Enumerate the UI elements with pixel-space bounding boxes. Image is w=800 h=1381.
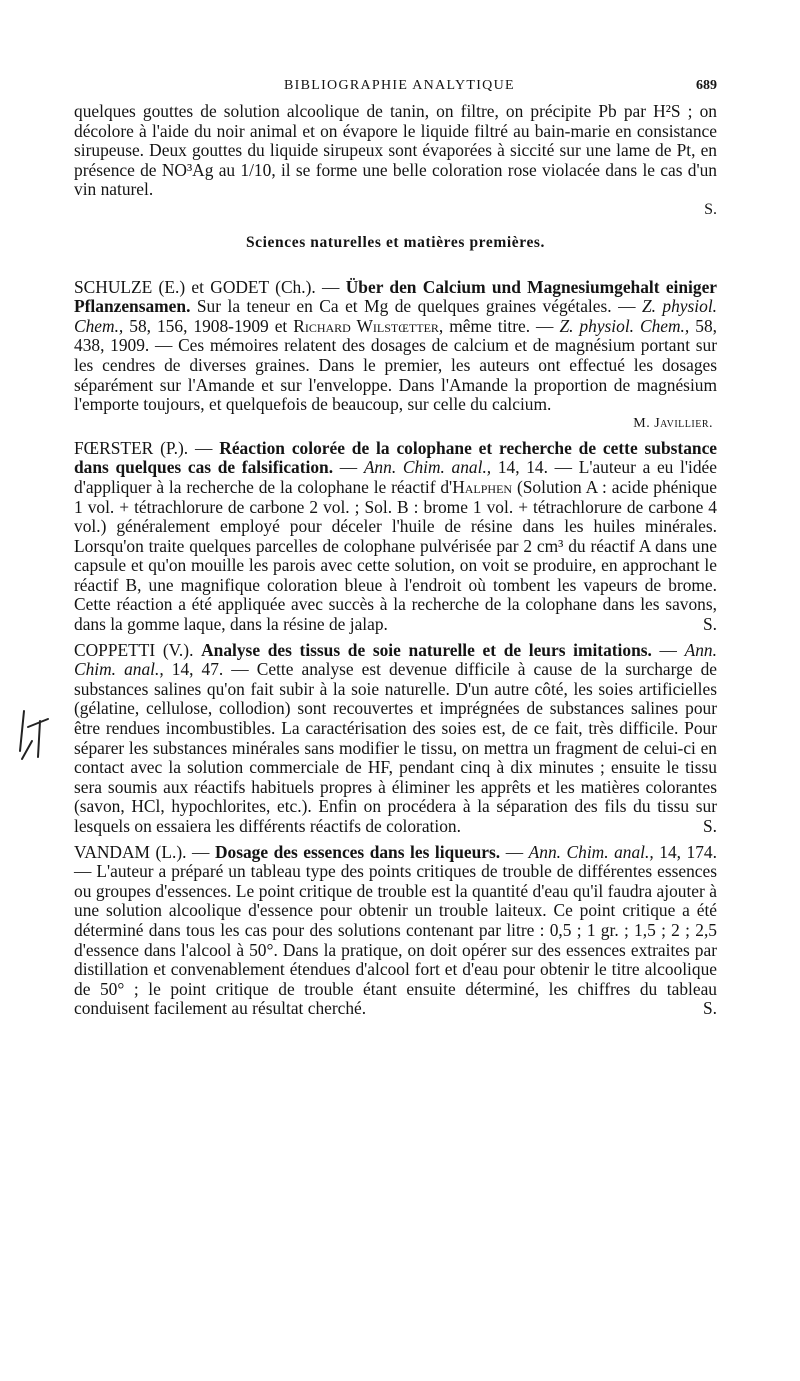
intro-signature: S.: [704, 200, 717, 218]
entry-signature: S.: [702, 816, 717, 836]
entry-author: VANDAM (L.). —: [74, 841, 210, 862]
entry-signature: M. Javillier.: [633, 415, 713, 431]
entry-title: Réaction colorée de la colophane et recherche de cette substance dans quelques cas de falsification.: [74, 437, 718, 478]
entry-coppetti: [74, 641, 717, 837]
entry-title: Dosage des essences dans les liqueurs.: [214, 841, 501, 862]
coauthor-name: Richard Wilstœtter,: [293, 315, 444, 336]
running-header: [74, 78, 717, 102]
entry-body: —: [505, 841, 524, 862]
intro-paragraph: [74, 102, 717, 200]
section-title: Sciences naturelles et matières premières.: [245, 233, 546, 251]
entry-body: 14, 174. — L'auteur a préparé un tableau type des points critiques de trouble de différentes essences ou groupes d'essences. Le point critique de trouble est la quantité d'eau qu'il faudra ajouter à une solution alcoolique d'essence pour obtenir un trouble laiteux. Ce point critique a été déterminé dans tous les cas pour des solutions contenant par litre : 0,5 ; 1 gr. ; 1,5 ; 2 ; 2,5 d'essence dans l'alcool à 50°. Dans la pratique, on doit opérer sur des essences extraites par distillation et convenablement étendues d'alcool fort et d'eau pour obtenir le titre alcoolique de 50° ; le point critique de trouble étant ensuite déterminé, les chiffres du tableau conduisent facilement au résultat cherché.: [74, 841, 717, 1019]
entry-title: Analyse des tissus de soie naturelle et de leurs imitations.: [201, 639, 652, 660]
handwritten-margin-mark: [18, 705, 58, 765]
entry-signature: S.: [702, 614, 717, 635]
entry-signature: S.: [702, 998, 717, 1019]
journal-ref: Ann. Chim. anal.,: [363, 457, 492, 478]
person-name: Halphen: [452, 476, 513, 497]
entry-schulze: [74, 278, 717, 433]
entry-body: —: [339, 457, 358, 478]
entry-body: 14, 14. — L'auteur a eu l'idée d'appliquer à la recherche de la colophane le réactif d': [74, 457, 717, 497]
page-number: 689: [696, 78, 717, 93]
entry-author: FŒRSTER (P.). —: [74, 437, 213, 458]
page: [74, 78, 717, 1019]
entry-body: 58, 438, 1909. — Ces mémoires relatent des dosages de calcium et de magnésium portant sur les cendres de diverses graines. Dans le premier, les auteurs ont effectué les dosages séparément sur l'Amande et sur l'enveloppe. Dans l'Amande la proportion de magnésium l'emporte toujours, et quelquefois de beaucoup, sur celle du calcium.: [74, 315, 717, 415]
journal-ref: Ann. Chim. anal.,: [528, 841, 654, 862]
entry-author: SCHULZE (E.) et GODET (Ch.). —: [74, 276, 340, 297]
entry-body: 14, 47. — Cette analyse est devenue difficile à cause de la surcharge de substances salines qu'on fait subir à la soie naturelle. D'un autre côté, les soies artificielles (gélatine, cellulose, collodion) sont recouvertes et imprégnées de substances salines pour être rendues incombustibles. La caractérisation des soies est, de ce fait, très difficile. Pour séparer les substances minérales sans modifier le tissu, on mettra un fragment de celui-ci en contact avec la solution commerciale de HF, pendant cinq à dix minutes ; ensuite le tissu sera soumis aux réactifs habituels propres à éliminer les apprêts et les matières colorantes (savon, HCl, hypochlorites, etc.). Enfin on procédera à la séparation des fils du tissu sur lesquels on essaiera les différents réactifs de coloration.: [74, 659, 717, 836]
intro-text: quelques gouttes de solution alcoolique de tanin, on filtre, on précipite Pb par H²S ; on décolore à l'aide du noir animal et on évapore le liquide filtré au bain-marie en consistance sirupeuse. Deux gouttes du liquide sirupeux sont évaporées à siccité sur une lame de Pt, en présence de NO³Ag au 1/10, il se forme une belle coloration rose violacée dans le cas d'un vin naturel.: [74, 101, 717, 200]
entry-vandam: [74, 843, 717, 1019]
journal-ref: Z. physiol. Chem.,: [559, 315, 690, 336]
journal-ref: Z. physiol. Chem.,: [74, 296, 718, 336]
entry-author: COPPETTI (V.).: [74, 639, 194, 660]
entry-body: Sur la teneur en Ca et Mg de quelques graines végétales. —: [196, 296, 636, 317]
entry-foerster: [74, 439, 717, 635]
entry-body: (Solution A : acide phénique 1 vol. + tétrachlorure de carbone 2 vol. ; Sol. B : brome 1 vol. + tétrachlorure de carbone 4 vol.) généralement employé pour déceler l'huile de résine dans les huiles minérales. Lorsqu'on traite quelques parcelles de colophane pulvérisée par 2 cm³ du réactif A dans une capsule et qu'on mouille les parois avec cette solution, on voit se produire, en approchant le réactif B, une magnifique coloration bleue à l'endroit où tombent les vapeurs de brome. Cette réaction a été appliquée avec succès à la recherche de la colophane dans les savons, dans la gomme laque, dans la résine de jalap.: [74, 476, 718, 635]
running-title: BIBLIOGRAPHIE ANALYTIQUE: [284, 78, 515, 93]
entry-title: Über den Calcium und Magnesiumgehalt einiger Pflanzensamen.: [74, 276, 718, 317]
entry-body: même titre. —: [449, 315, 554, 336]
entry-body: 58, 156, 1908-1909 et: [129, 315, 288, 336]
journal-ref: Ann. Chim. anal.,: [74, 639, 717, 680]
entry-body: —: [659, 639, 677, 660]
